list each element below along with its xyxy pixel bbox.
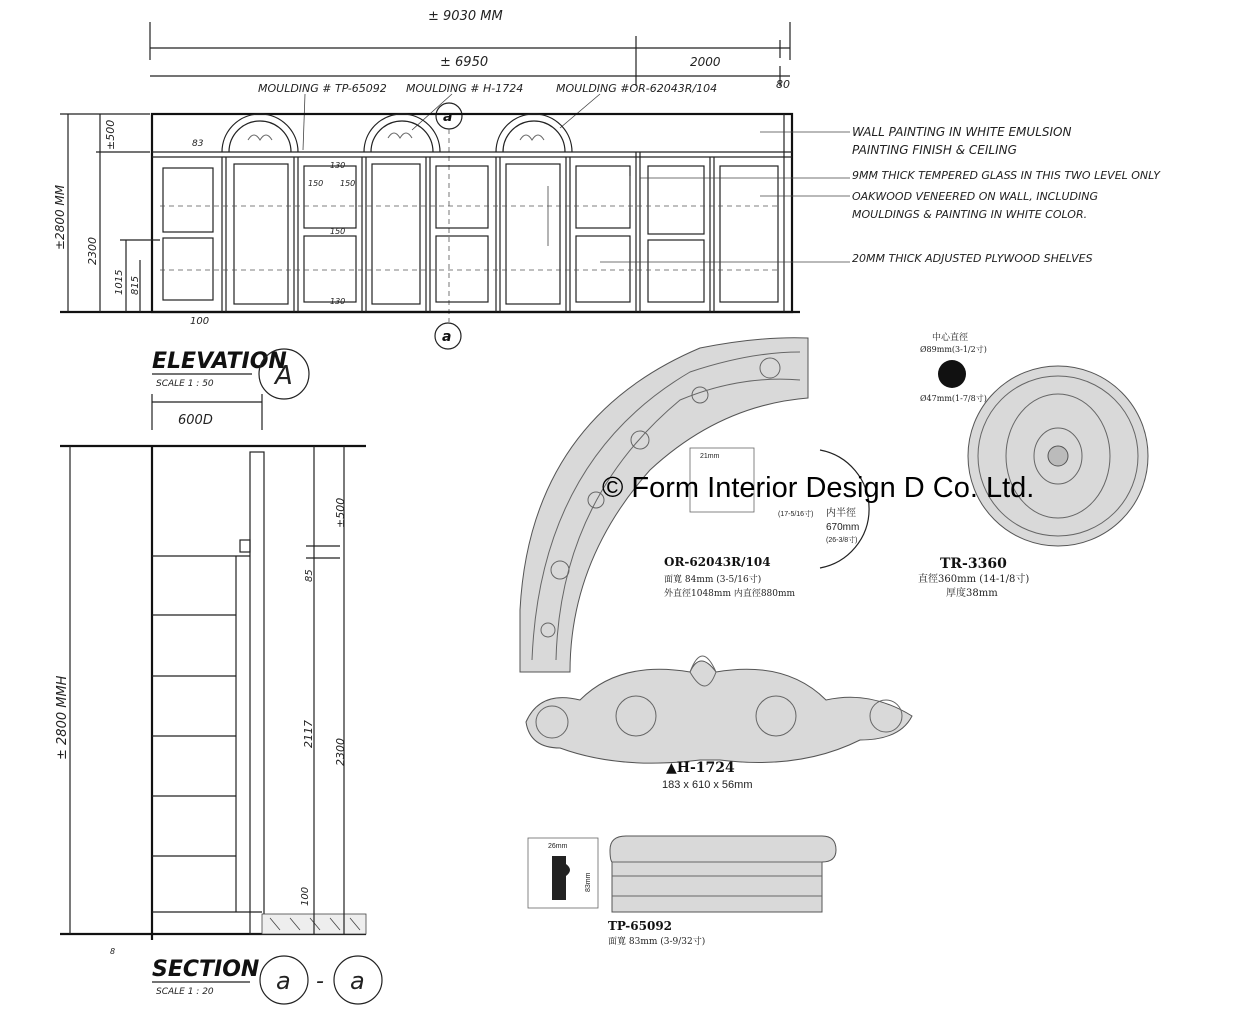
onlay-code: ▲H-1724 <box>666 760 735 776</box>
dim-150b: 150 <box>340 179 356 188</box>
dim-150c: 150 <box>330 227 346 236</box>
dim-130a: 130 <box>330 161 346 170</box>
dim-right: 2000 <box>690 55 721 69</box>
rail-code: TP-65092 <box>608 919 673 933</box>
elevation-tag: A <box>275 361 293 391</box>
note-shelves: 20MM THICK ADJUSTED PLYWOOD SHELVES <box>852 252 1093 265</box>
section-mark-top-label: a <box>443 109 453 125</box>
section-dim-width: 600D <box>178 413 213 428</box>
section-dim-100: 100 <box>300 886 311 906</box>
arc-moulding-image <box>520 338 869 672</box>
arc-inner-mm: 670mm <box>826 522 860 533</box>
section-dim-height: ± 2800 MMH <box>55 675 70 760</box>
elevation-drawing <box>53 9 1161 399</box>
section-drawing <box>55 394 382 1004</box>
note-glass: 9MM THICK TEMPERED GLASS IN THIS TWO LEVEL ONLY <box>852 169 1160 182</box>
arc-line2: 外直徑1048mm 内直徑880mm <box>664 589 796 599</box>
rosette-center-label: 中心直徑 <box>932 333 969 343</box>
dim-150a: 150 <box>308 179 324 188</box>
dim-100: 100 <box>190 316 210 327</box>
note-wall-1: WALL PAINTING IN WHITE EMULSION <box>852 125 1072 139</box>
rosette-line1: 直徑360mm (14-1/8寸) <box>918 574 1030 585</box>
arc-side-inches: (17-5/16寸) <box>778 511 814 518</box>
moulding-label-or: MOULDING #OR-62043R/104 <box>556 82 718 95</box>
dim-overall: ± 9030 MM <box>428 9 503 24</box>
section-small-mark: 8 <box>110 947 116 956</box>
dim-1015: 1015 <box>114 269 125 295</box>
rail-line1: 面寬 83mm (3-9/32寸) <box>608 937 706 947</box>
section-dim-2117: 2117 <box>302 720 315 748</box>
rosette-line2: 厚度38mm <box>946 588 998 599</box>
rosette-image <box>918 331 1148 599</box>
moulding-label-h: MOULDING # H-1724 <box>406 82 524 95</box>
section-dim-85: 85 <box>304 569 315 582</box>
section-dash: - <box>316 969 324 994</box>
arc-code: OR-62043R/104 <box>664 555 771 569</box>
rail-profile-h: 83mm <box>585 872 592 892</box>
rosette-code: TR-3360 <box>940 556 1007 572</box>
elevation-title: ELEVATION <box>152 349 287 374</box>
rail-moulding-image <box>528 836 836 947</box>
section-dim-500: ±500 <box>334 497 347 528</box>
section-title: SECTION <box>152 957 260 982</box>
arc-profile-width: 21mm <box>700 453 720 460</box>
dim-height: ±2800 MM <box>53 184 67 250</box>
dim-500: ±500 <box>104 119 117 150</box>
arc-inner-label: 内半徑 <box>826 508 856 519</box>
dim-130b: 130 <box>330 297 346 306</box>
onlay-image <box>526 656 912 791</box>
section-dim-2300: 2300 <box>334 738 347 766</box>
dim-end: 80 <box>776 78 790 91</box>
elevation-scale: SCALE 1 : 50 <box>156 379 214 389</box>
section-mark-bottom-label: a <box>442 329 452 345</box>
section-scale: SCALE 1 : 20 <box>156 987 214 997</box>
section-mark-right: a <box>350 967 365 995</box>
dim-815: 815 <box>130 275 141 295</box>
rail-profile-w: 26mm <box>548 843 568 850</box>
moulding-label-tp: MOULDING # TP-65092 <box>258 82 387 95</box>
dim-left: ± 6950 <box>440 55 489 70</box>
rosette-center-bottom: Ø47mm(1-7/8寸) <box>920 394 987 403</box>
onlay-size: 183 x 610 x 56mm <box>662 779 753 791</box>
rosette-center-dot <box>938 360 966 388</box>
rosette-center-top: Ø89mm(3-1/2寸) <box>920 345 987 354</box>
note-oak-1: OAKWOOD VENEERED ON WALL, INCLUDING <box>852 190 1099 203</box>
arc-line1: 面寬 84mm (3-5/16寸) <box>664 575 762 585</box>
note-oak-2: MOULDINGS & PAINTING IN WHITE COLOR. <box>852 208 1088 221</box>
copyright-watermark: © Form Interior Design D Co. Ltd. <box>602 472 1035 504</box>
arc-inner-inches: (26-3/8寸) <box>826 537 858 544</box>
dim-83: 83 <box>192 139 204 149</box>
note-wall-2: PAINTING FINISH & CEILING <box>852 143 1017 157</box>
section-mark-left: a <box>276 967 291 995</box>
dim-2300: 2300 <box>86 237 99 265</box>
